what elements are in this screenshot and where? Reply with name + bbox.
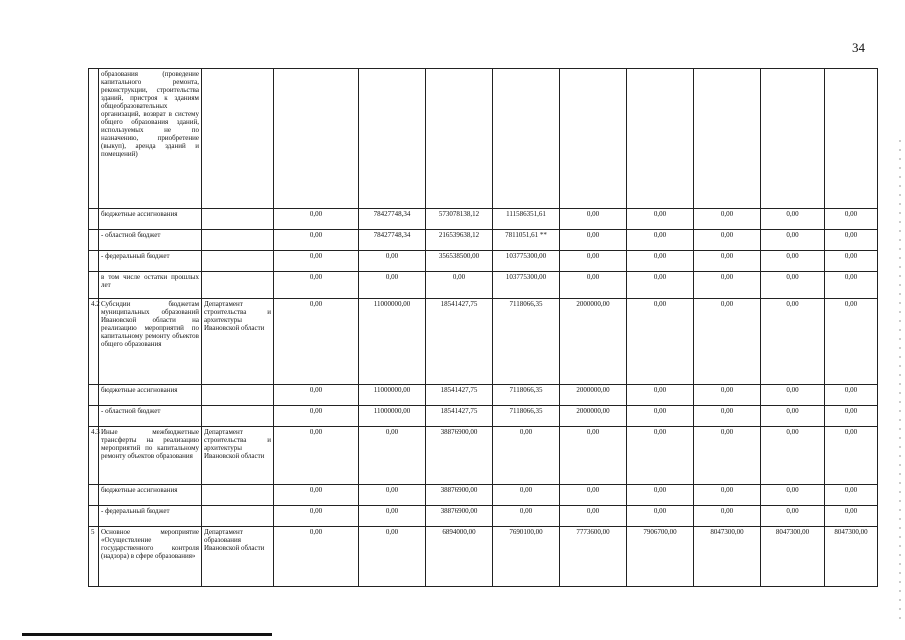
amount-cell: 38876900,00 [426, 427, 493, 485]
amount-cell: 0,00 [274, 527, 359, 587]
item-executor [202, 485, 274, 506]
amount-cell: 0,00 [825, 385, 878, 406]
amount-cell: 0,00 [627, 485, 694, 506]
amount-cell: 0,00 [274, 485, 359, 506]
amount-cell [426, 69, 493, 209]
amount-cell: 78427748,34 [359, 209, 426, 230]
amount-cell: 0,00 [694, 427, 761, 485]
item-description: бюджетные ассигнования [99, 385, 202, 406]
table-row [89, 272, 878, 299]
amount-cell: 0,00 [493, 506, 560, 527]
amount-cell: 111586351,61 [493, 209, 560, 230]
amount-cell: 0,00 [359, 272, 426, 299]
amount-cell: 0,00 [359, 506, 426, 527]
item-executor [202, 69, 274, 209]
amount-cell: 7118066,35 [493, 299, 560, 385]
amount-cell: 2000000,00 [560, 299, 627, 385]
item-number [89, 209, 99, 230]
amount-cell: 0,00 [825, 299, 878, 385]
amount-cell: 0,00 [761, 251, 825, 272]
amount-cell: 0,00 [694, 272, 761, 299]
amount-cell: 0,00 [560, 251, 627, 272]
amount-cell: 0,00 [274, 506, 359, 527]
amount-cell [627, 69, 694, 209]
amount-cell: 0,00 [359, 485, 426, 506]
amount-cell: 0,00 [761, 406, 825, 427]
table-row [89, 385, 878, 406]
table-row [89, 527, 878, 587]
item-executor: Департамент образования Ивановской области [202, 527, 274, 587]
item-number: 5 [89, 527, 99, 587]
amount-cell: 0,00 [694, 251, 761, 272]
table-row [89, 69, 878, 209]
amount-cell: 7811051,61 ** [493, 230, 560, 251]
item-executor: Департамент строительства и архитектуры Ивановской области [202, 299, 274, 385]
amount-cell: 0,00 [694, 506, 761, 527]
table-row [89, 427, 878, 485]
amount-cell: 7773600,00 [560, 527, 627, 587]
amount-cell: 0,00 [560, 272, 627, 299]
amount-cell: 18541427,75 [426, 385, 493, 406]
amount-cell: 0,00 [694, 230, 761, 251]
amount-cell: 103775300,00 [493, 272, 560, 299]
item-number [89, 272, 99, 299]
amount-cell: 38876900,00 [426, 506, 493, 527]
amount-cell: 0,00 [694, 209, 761, 230]
table-row [89, 299, 878, 385]
amount-cell [761, 69, 825, 209]
amount-cell: 7118066,35 [493, 406, 560, 427]
amount-cell: 0,00 [761, 299, 825, 385]
item-executor [202, 209, 274, 230]
amount-cell: 6894000,00 [426, 527, 493, 587]
amount-cell: 0,00 [560, 485, 627, 506]
amount-cell: 0,00 [627, 209, 694, 230]
amount-cell: 7118066,35 [493, 385, 560, 406]
amount-cell: 0,00 [761, 506, 825, 527]
amount-cell: 0,00 [761, 209, 825, 230]
amount-cell: 18541427,75 [426, 299, 493, 385]
budget-table [88, 68, 878, 587]
amount-cell: 0,00 [694, 299, 761, 385]
item-number [89, 485, 99, 506]
amount-cell: 0,00 [359, 427, 426, 485]
amount-cell: 0,00 [627, 506, 694, 527]
amount-cell: 0,00 [825, 251, 878, 272]
amount-cell: 0,00 [627, 251, 694, 272]
item-description: бюджетные ассигнования [99, 485, 202, 506]
amount-cell: 0,00 [825, 506, 878, 527]
item-number [89, 506, 99, 527]
amount-cell: 0,00 [560, 506, 627, 527]
amount-cell: 0,00 [627, 406, 694, 427]
amount-cell: 0,00 [694, 485, 761, 506]
amount-cell: 11000000,00 [359, 406, 426, 427]
item-executor [202, 406, 274, 427]
amount-cell: 8047300,00 [761, 527, 825, 587]
table-row [89, 251, 878, 272]
amount-cell: 573078138,12 [426, 209, 493, 230]
amount-cell: 0,00 [274, 209, 359, 230]
amount-cell: 0,00 [560, 209, 627, 230]
item-description: бюджетные ассигнования [99, 209, 202, 230]
item-executor [202, 230, 274, 251]
amount-cell: 0,00 [825, 230, 878, 251]
item-description: - федеральный бюджет [99, 506, 202, 527]
amount-cell: 0,00 [825, 427, 878, 485]
amount-cell: 0,00 [761, 385, 825, 406]
amount-cell: 0,00 [694, 385, 761, 406]
amount-cell: 38876900,00 [426, 485, 493, 506]
amount-cell: 11000000,00 [359, 385, 426, 406]
amount-cell: 0,00 [274, 406, 359, 427]
item-description: в том числе остатки прошлых лет [99, 272, 202, 299]
item-description: Иные межбюджетные трансферты на реализацию мероприятий по капитальному ремонту объектов образования [99, 427, 202, 485]
amount-cell: 0,00 [560, 230, 627, 251]
amount-cell: 18541427,75 [426, 406, 493, 427]
amount-cell [694, 69, 761, 209]
amount-cell: 7906700,00 [627, 527, 694, 587]
amount-cell: 78427748,34 [359, 230, 426, 251]
amount-cell [359, 69, 426, 209]
amount-cell: 0,00 [359, 251, 426, 272]
amount-cell: 103775300,00 [493, 251, 560, 272]
item-number [89, 251, 99, 272]
amount-cell: 0,00 [825, 209, 878, 230]
item-executor [202, 385, 274, 406]
item-executor [202, 272, 274, 299]
amount-cell: 0,00 [825, 406, 878, 427]
amount-cell: 0,00 [274, 251, 359, 272]
table-row [89, 230, 878, 251]
amount-cell: 0,00 [493, 427, 560, 485]
amount-cell: 0,00 [560, 427, 627, 485]
table-row [89, 209, 878, 230]
item-executor: Департамент строительства и архитектуры Ивановской области [202, 427, 274, 485]
amount-cell: 0,00 [493, 485, 560, 506]
amount-cell: 2000000,00 [560, 385, 627, 406]
item-description: - областной бюджет [99, 406, 202, 427]
amount-cell: 7690100,00 [493, 527, 560, 587]
amount-cell: 8047300,00 [825, 527, 878, 587]
amount-cell: 0,00 [761, 272, 825, 299]
item-description: - областной бюджет [99, 230, 202, 251]
amount-cell: 356538500,00 [426, 251, 493, 272]
amount-cell: 0,00 [274, 427, 359, 485]
amount-cell: 8047300,00 [694, 527, 761, 587]
amount-cell: 0,00 [627, 427, 694, 485]
amount-cell: 216539638,12 [426, 230, 493, 251]
amount-cell: 0,00 [359, 527, 426, 587]
amount-cell: 0,00 [274, 230, 359, 251]
item-executor [202, 251, 274, 272]
item-description: Субсидии бюджетам муниципальных образований Ивановской области на реализацию мероприятий по капитальному ремонту объектов общего образования [99, 299, 202, 385]
amount-cell: 0,00 [825, 272, 878, 299]
table-row [89, 485, 878, 506]
item-executor [202, 506, 274, 527]
amount-cell: 0,00 [627, 385, 694, 406]
item-description: Основное мероприятие «Осуществление государственного контроля (надзора) в сфере образования» [99, 527, 202, 587]
amount-cell: 0,00 [627, 230, 694, 251]
amount-cell: 0,00 [274, 299, 359, 385]
amount-cell: 0,00 [825, 485, 878, 506]
item-description: - федеральный бюджет [99, 251, 202, 272]
item-number [89, 406, 99, 427]
table-row [89, 506, 878, 527]
item-number [89, 385, 99, 406]
amount-cell: 0,00 [694, 406, 761, 427]
amount-cell [493, 69, 560, 209]
item-number [89, 69, 99, 209]
amount-cell: 0,00 [274, 272, 359, 299]
amount-cell: 11000000,00 [359, 299, 426, 385]
scan-artifact [899, 140, 901, 620]
amount-cell: 0,00 [274, 385, 359, 406]
amount-cell [560, 69, 627, 209]
item-number: 4.3 [89, 427, 99, 485]
table-row [89, 406, 878, 427]
bottom-rule [22, 633, 272, 636]
amount-cell [274, 69, 359, 209]
item-description: образования (проведение капитального ремонта, реконструкции, строительства зданий, пристроя к зданиям общеобразовательных организаций, возврат в систему общего образования зданий, используемых не по назначению, приобретение (выкуп), аренда зданий и помещений) [99, 69, 202, 209]
amount-cell: 0,00 [627, 299, 694, 385]
amount-cell: 0,00 [761, 230, 825, 251]
amount-cell: 0,00 [761, 427, 825, 485]
item-number [89, 230, 99, 251]
amount-cell: 0,00 [426, 272, 493, 299]
amount-cell: 0,00 [627, 272, 694, 299]
amount-cell: 2000000,00 [560, 406, 627, 427]
item-number: 4.2 [89, 299, 99, 385]
amount-cell [825, 69, 878, 209]
amount-cell: 0,00 [761, 485, 825, 506]
page-number: 34 [852, 40, 865, 55]
